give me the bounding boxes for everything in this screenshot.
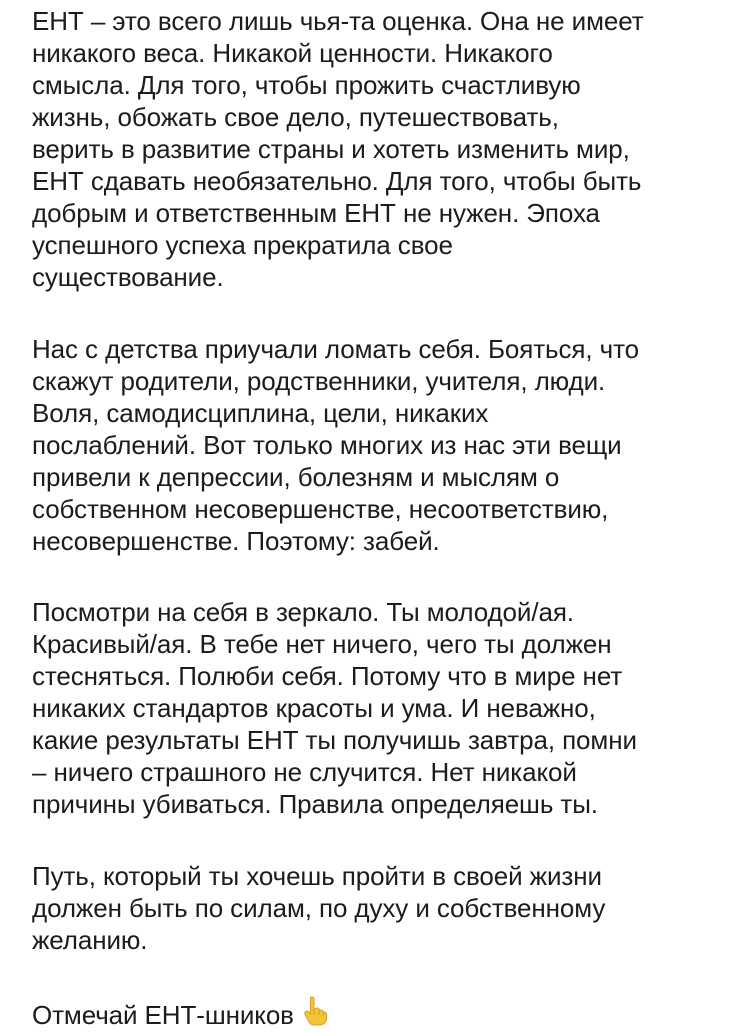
text-line: привели к депрессии, болезням и мыслям о: [32, 462, 560, 492]
text-line: – ничего страшного не случится. Нет никакой: [32, 757, 577, 787]
text-line: добрым и ответственным ЕНТ не нужен. Эпоха: [32, 198, 600, 228]
text-line: жизнь, обожать свое дело, путешествовать,: [32, 102, 559, 132]
text-line: Посмотри на себя в зеркало. Ты молодой/ая.: [32, 597, 574, 627]
text-line: [32, 994, 328, 1031]
text-line: Красивый/ая. В тебе нет ничего, чего ты должен: [32, 629, 612, 659]
text-line: Путь, который ты хочешь пройти в своей жизни: [32, 861, 602, 891]
text-line: Нас с детства приучали ломать себя. Бояться, что: [32, 334, 639, 364]
text-line: существование.: [32, 262, 224, 292]
paragraph-4: [32, 860, 605, 956]
text-line: стесняться. Полюби себя. Потому что в мире нет: [32, 661, 623, 691]
paragraph-3: [32, 596, 637, 820]
text-line: смысла. Для того, чтобы прожить счастливую: [32, 70, 581, 100]
text-line: какие результаты ЕНТ ты получишь завтра, помни: [32, 725, 637, 755]
text-line: верить в развитие страны и хотеть изменить мир,: [32, 134, 630, 164]
text-line: никаких стандартов красоты и ума. И неважно,: [32, 693, 596, 723]
text-line: должен быть по силам, по духу и собственному: [32, 893, 606, 923]
text-line: желанию.: [32, 925, 148, 955]
text-line: ЕНТ сдавать необязательно. Для того, чтобы быть: [32, 166, 642, 196]
text-line: собственном несовершенстве, несоответствию,: [32, 494, 609, 524]
text-line: скажут родители, родственники, учителя, люди.: [32, 366, 606, 396]
text-line: несовершенстве. Поэтому: забей.: [32, 526, 440, 556]
text-line: успешного успеха прекратила свое: [32, 230, 453, 260]
text-line: Воля, самодисциплина, цели, никаких: [32, 398, 489, 428]
text-line: послаблений. Вот только многих из нас эти вещи: [32, 430, 622, 460]
paragraph-5: [32, 994, 328, 1031]
text-line: никакого веса. Никакой ценности. Никакого: [32, 38, 553, 68]
paragraph-2: [32, 333, 639, 557]
text-line: причины убиваться. Правила определяешь ты.: [32, 789, 598, 819]
pointing-down-hand-icon: [302, 996, 328, 1026]
paragraph-1: [32, 5, 644, 293]
text-line: ЕНТ – это всего лишь чья-та оценка. Она не имеет: [32, 6, 644, 36]
tag-call-text: Отмечай ЕНТ-шников: [32, 1000, 294, 1030]
